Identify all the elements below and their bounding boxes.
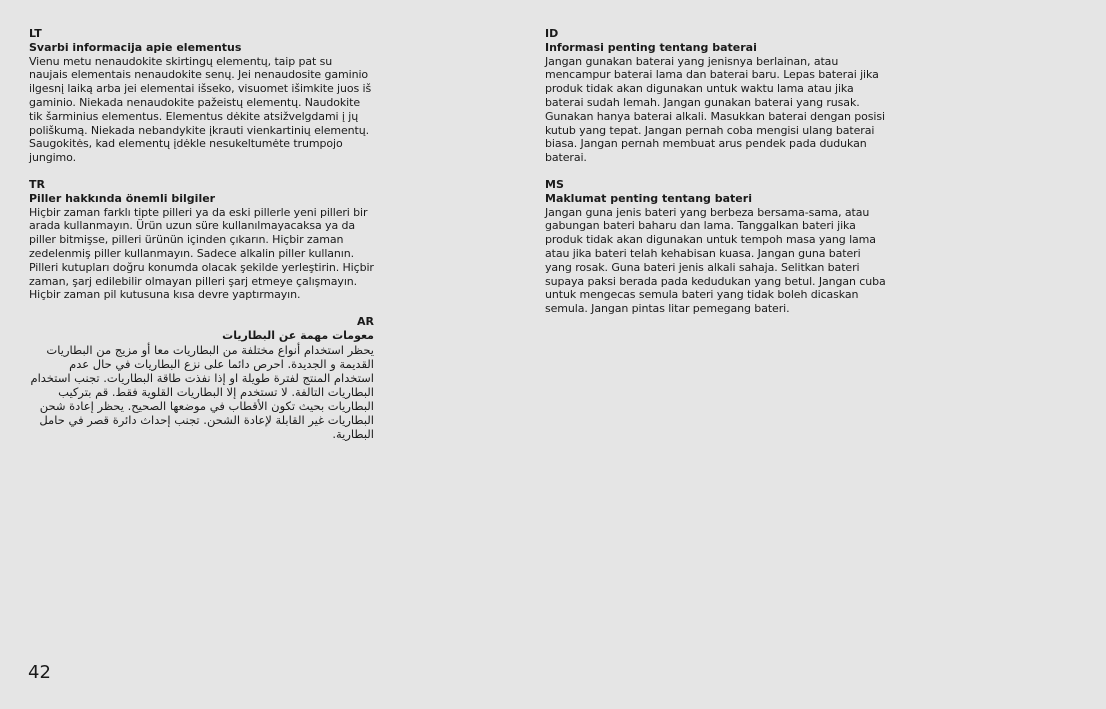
language-code: MS <box>545 177 564 191</box>
section-body: Jangan guna jenis bateri yang berbeza bersama-sama, atau gabungan bateri baharu dan lama. Tanggalkan bateri jika produk tidak akan digunakan untuk tempoh masa yang lama atau jika bateri telah kehabisan kuasa. Jangan guna bateri yang rosak. Guna bateri jenis alkali sahaja. Selitkan bateri supaya paksi berada pada kedudukan yang betul. Jangan cuba untuk mengecas semula bateri yang tidak boleh dicaskan semula. Jangan pintas litar pemegang bateri. <box>545 205 886 316</box>
language-code: TR <box>29 177 45 191</box>
section-lt <box>29 27 374 165</box>
section-heading: Piller hakkında önemli bilgiler <box>29 191 216 205</box>
section-heading: معومات مهمة عن البطاريات <box>222 328 374 342</box>
section-ms <box>545 178 890 316</box>
language-code: ID <box>545 27 559 40</box>
section-body: Jangan gunakan baterai yang jenisnya berlainan, atau mencampur baterai lama dan baterai baru. Lepas baterai jika produk tidak akan digunakan untuk waktu lama atau jika baterai sudah lemah. Jangan gunakan baterai yang rusak. Gunakan hanya baterai alkali. Masukkan baterai dengan posisi kutub yang tepat. Jangan pernah coba mengisi ulang baterai biasa. Jangan pernah membuat arus pendek pada dudukan baterai. <box>545 54 885 165</box>
right-column <box>545 27 890 329</box>
section-ar <box>29 315 374 441</box>
section-body: Hiçbir zaman farklı tipte pilleri ya da eski pillerle yeni pilleri bir arada kullanmayın. Ürün uzun süre kullanılmayacaksa ya da piller bitmişse, pilleri ürünün içinden çıkarın. Hiçbir zaman zedelenmiş piller kullanmayın. Sadece alkalin piller kullanın. Pilleri kutupları doğru konumda olacak şekilde yerleştirin. Hiçbir zaman, şarj edilebilir olmayan pilleri şarj etmeye çalışmayın. Hiçbir zaman pil kutusuna kısa devre yaptırmayın. <box>29 205 374 302</box>
left-column <box>29 27 374 454</box>
section-body: يحظر استخدام أنواع مختلفة من البطاريات معا أو مزيج من البطاريات القديمة و الجديدة. احرص دائما على نزع البطاريات في حال عدم استخدام المنتج لفترة طويلة او إذا نفذت طاقة البطاريات. تجنب استخدام البطاريات التالفة. لا تستخدم إلا البطاريات القلوية فقط. قم بتركيب البطاريات بحيث تكون الأقطاب في موضعها الصحيح. يحظر إعادة شحن البطاريات غير القابلة لإعادة الشحن. تجنب إحداث دائرة قصر في حامل البطارية. <box>30 342 374 441</box>
page-number: 42 <box>28 662 51 683</box>
language-code: LT <box>29 27 42 40</box>
language-code: AR <box>357 315 374 329</box>
section-heading: Svarbi informacija apie elementus <box>29 40 242 54</box>
section-body: Vienu metu nenaudokite skirtingų elementų, taip pat su naujais elementais nenaudokite senų. Jei nenaudosite gaminio ilgesnį laiką arba jei elementai išseko, visuomet išimkite juos iš gaminio. Niekada nenaudokite pažeistų elementų. Naudokite tik šarminius elementus. Elementus dėkite atsižvelgdami į jų poliškumą. Niekada nebandykite įkrauti vienkartinių elementų. Saugokitės, kad elementų įdėkle nesukeltumėte trumpojo jungimo. <box>29 54 372 165</box>
section-tr <box>29 178 374 302</box>
section-id <box>545 27 890 165</box>
section-heading: Informasi penting tentang baterai <box>545 40 757 54</box>
section-heading: Maklumat penting tentang bateri <box>545 191 752 205</box>
